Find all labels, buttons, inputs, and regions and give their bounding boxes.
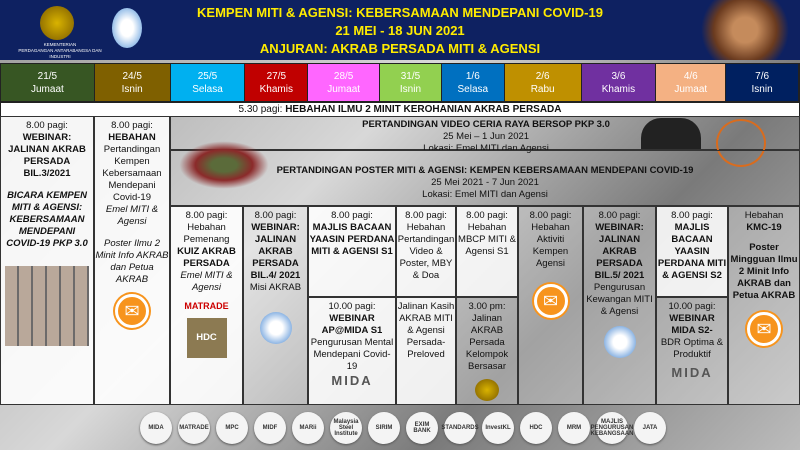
event-location: Emel MITI & Agensi: [180, 270, 233, 293]
agency-logo: HDC: [520, 412, 552, 444]
event-time: 8.00 pagi:: [671, 210, 713, 221]
day-label: Isnin: [121, 83, 143, 95]
event-title: WEBINAR: JALINAN AKRAB PERSADA BIL.4/ 2021: [250, 222, 301, 281]
video-dates: 25 Mei – 1 Jun 2021: [442, 131, 530, 142]
poster-dates: 25 Mei 2021 - 7 Jun 2021: [431, 177, 539, 188]
event-31-5-a: [396, 206, 456, 297]
event-4-6-yaasin: [656, 206, 728, 297]
coat-of-arms-logo: [475, 379, 499, 401]
date-label: 3/6: [611, 70, 626, 82]
event-time: 3.00 pm:: [468, 301, 506, 312]
hdc-logo: HDC: [187, 318, 227, 358]
event-time: 10.00 pagi:: [328, 301, 376, 312]
date-label: 4/6: [683, 70, 698, 82]
date-label: 21/5: [37, 70, 58, 82]
date-header: [442, 64, 505, 101]
event-7-6: [728, 206, 800, 405]
event-4-6-webinar: [656, 297, 728, 405]
mida-logo: MIDA: [331, 373, 373, 388]
event-title: WEBINAR MIDA S2-: [669, 313, 715, 336]
agency-logo: Malaysia Steel Institute: [330, 412, 362, 444]
day-label: Jumaat: [327, 83, 361, 95]
event-time: 8.00 pagi:: [598, 210, 641, 221]
event-27-5: [243, 206, 308, 405]
date-header: [380, 64, 442, 101]
date-header: [726, 64, 799, 101]
event-title: MAJLIS BACAAN YAASIN PERDANA MITI & AGENSI S1: [309, 222, 395, 257]
agency-logo: MARii: [292, 412, 324, 444]
cameraman-image: [641, 118, 701, 149]
date-header: [505, 64, 582, 101]
hands-image: [690, 0, 800, 60]
agency-logo: MIDA: [140, 412, 172, 444]
event-desc: Hebahan Pemenang: [183, 222, 230, 245]
akrab-persada-logo: [112, 8, 142, 48]
event-desc: Hebahan Pertandingan Video & Poster, MBY & Doa: [397, 222, 455, 281]
mida-logo: MIDA: [671, 365, 713, 380]
event-25-5: [170, 206, 243, 405]
event-28-5-yaasin: [308, 206, 396, 297]
coat-of-arms-logo: [40, 6, 74, 40]
agency-logo: SIRIM: [368, 412, 400, 444]
date-header: [95, 64, 171, 101]
event-desc: Pengurusan Mental Mendepani Covid-19: [310, 337, 394, 372]
date-label: 28/5: [333, 70, 354, 82]
date-label: 7/6: [755, 70, 770, 82]
avengers-image: [179, 141, 269, 189]
day-label: Selasa: [457, 83, 489, 95]
event-time: 8.00 pagi:: [111, 120, 153, 131]
event-subtitle: BICARA KEMPEN MITI & AGENSI: KEBERSAMAAN MENDEPANI COVID-19 PKP 3.0: [6, 190, 88, 249]
event-1-6-a: [456, 206, 518, 297]
event-desc: Pertandingan Kempen Kebersamaan Mendepani Covid-19: [102, 144, 162, 203]
agency-logo: MRM: [558, 412, 590, 444]
ministry-name: [10, 42, 110, 60]
event-24-5: [94, 116, 170, 405]
event-desc: BDR Optima & Produktif: [660, 337, 724, 360]
event-desc: Jalinan AKRAB Persada Kelompok Bersasar: [465, 313, 509, 372]
event-poster: Poster Ilmu 2 Minit Info AKRAB dan Petua AKRAB: [95, 238, 169, 285]
header-organizer: ANJURAN: AKRAB PERSADA MITI & AGENSI: [259, 41, 541, 56]
header-dates: 21 MEI - 18 JUN 2021: [335, 23, 465, 38]
event-title: HEBAHAN: [108, 132, 156, 143]
poster-location: Lokasi: Emel MITI dan Agensi: [422, 189, 548, 200]
band-time: 5.30 pagi:: [238, 104, 283, 115]
event-desc: Hebahan: [744, 210, 784, 221]
email-icon: ✉: [534, 284, 568, 318]
date-header: [308, 64, 380, 101]
date-label: 25/5: [197, 70, 218, 82]
date-label: 2/6: [535, 70, 550, 82]
event-28-5-webinar: [308, 297, 396, 405]
webinar-screenshot: [5, 266, 89, 346]
event-31-5-b: [396, 297, 456, 405]
day-label: Isnin: [751, 83, 773, 95]
akrab-persada-logo: [604, 326, 636, 358]
date-header: [1, 64, 95, 101]
date-header: [656, 64, 726, 101]
agency-logo: MIDF: [254, 412, 286, 444]
date-label: 31/5: [400, 70, 421, 82]
day-label: Rabu: [530, 83, 555, 95]
event-title: WEBINAR: JALINAN AKRAB PERSADA BIL.3/2021: [8, 132, 86, 179]
email-icon: ✉: [747, 312, 781, 346]
event-title: WEBINAR AP@MIDA S1: [321, 313, 383, 336]
agency-logo: InvestKL: [482, 412, 514, 444]
event-time: 8.00 pagi:: [185, 210, 228, 221]
event-21-5: [0, 116, 94, 405]
date-header: [245, 64, 308, 101]
agency-logo: JATA: [634, 412, 666, 444]
agency-logos: [0, 405, 800, 450]
video-location: Lokasi: Emel MITI dan Agensi: [423, 143, 549, 154]
band-title: HEBAHAN ILMU 2 MINIT KEROHANIAN AKRAB PERSADA: [285, 104, 562, 115]
event-poster: Poster Mingguan Ilmu 2 Minit Info AKRAB dan Petua AKRAB: [730, 242, 798, 301]
event-time: 8.00 pagi:: [331, 210, 373, 221]
poster-competition: [170, 150, 800, 206]
video-title: PERTANDINGAN VIDEO CERIA RAYA BERSOP PKP 3.0: [362, 119, 610, 130]
event-desc: Hebahan Aktiviti Kempen Agensi: [531, 222, 570, 269]
date-label: 24/5: [122, 70, 142, 82]
day-label: Khamis: [259, 83, 293, 95]
daily-announcement: [0, 102, 800, 117]
event-desc: Hebahan MBCP MITI & Agensi S1: [458, 222, 516, 257]
date-label: 1/6: [465, 70, 480, 82]
day-label: Isnin: [399, 83, 422, 95]
event-desc: Pengurusan Kewangan MITI & Agensi: [586, 282, 653, 317]
header-banner: [0, 0, 800, 60]
event-title: WEBINAR: JALINAN AKRAB PERSADA BIL.5/ 2021: [594, 222, 645, 281]
agency-logo: EXIM BANK: [406, 412, 438, 444]
event-time: 8.00 pagi:: [405, 210, 447, 221]
agency-logo: STANDARDS: [444, 412, 476, 444]
email-icon: ✉: [115, 294, 149, 328]
agency-logo: MPC: [216, 412, 248, 444]
header-title: KEMPEN MITI & AGENSI: KEBERSAMAAN MENDEPANI COVID-19: [197, 5, 603, 20]
akrab-persada-logo: [260, 312, 292, 344]
event-time: 8.00 pagi:: [26, 120, 68, 131]
event-time: 10.00 pagi:: [668, 301, 716, 312]
event-title: MAJLIS BACAAN YAASIN PERDANA MITI & AGENSI S2: [657, 222, 727, 281]
day-label: Jumaat: [30, 83, 64, 95]
event-title: KMC-19: [746, 222, 782, 233]
event-desc: Misi AKRAB: [249, 282, 302, 293]
date-row: [0, 63, 800, 102]
event-time: 8.00 pagi:: [529, 210, 572, 221]
event-location: Emel MITI & Agensi: [105, 204, 159, 227]
matrade-logo: MATRADE: [184, 301, 229, 311]
event-2-6: [518, 206, 583, 405]
ministry-line2: PERDAGANGAN ANTARABANGSA DAN INDUSTRI: [18, 48, 102, 59]
agency-logo: MATRADE: [178, 412, 210, 444]
event-title: KUIZ AKRAB PERSADA: [177, 246, 236, 269]
day-label: Selasa: [192, 83, 223, 95]
event-1-6-b: [456, 297, 518, 405]
event-time: 8.00 pagi:: [466, 210, 508, 221]
date-header: [171, 64, 246, 101]
event-desc: Jalinan Kasih AKRAB MITI & Agensi Persada-Preloved: [397, 301, 455, 360]
event-time: 8.00 pagi:: [254, 210, 297, 221]
date-header: [582, 64, 657, 101]
date-label: 27/5: [266, 70, 287, 82]
ministry-line1: KEMENTERIAN: [43, 42, 77, 47]
day-label: Jumaat: [674, 83, 708, 95]
day-label: Khamis: [601, 83, 636, 95]
agency-logo: MAJLIS PENGURUSAN KEBANGSAAN: [596, 412, 628, 444]
event-3-6: [583, 206, 656, 405]
poster-title: PERTANDINGAN POSTER MITI & AGENSI: KEMPEN KEBERSAMAAN MENDEPANI COVID-19: [276, 165, 694, 176]
